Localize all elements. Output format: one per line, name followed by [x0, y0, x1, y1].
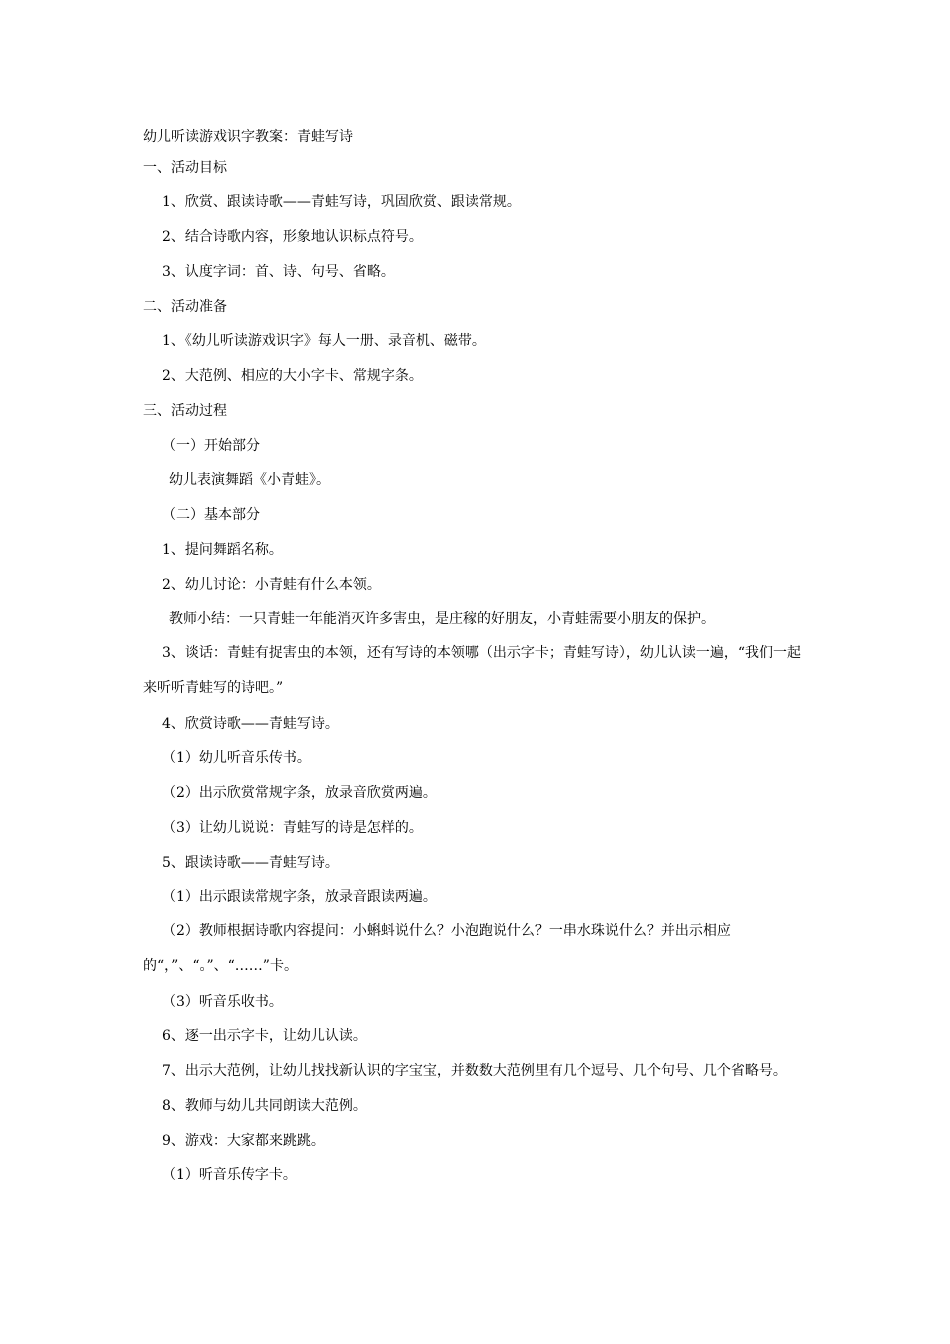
document-title: 幼儿听读游戏识字教案：青蛙写诗	[143, 129, 353, 145]
part-heading-start: （一）开始部分	[162, 438, 260, 454]
sub-step: （1）出示跟读常规字条，放录音跟读两遍。	[162, 889, 437, 905]
sub-step: （3）听音乐收书。	[162, 994, 283, 1010]
process-step-multiline: 3、谈话：青蛙有捉害虫的本领，还有写诗的本领哪（出示字卡；青蛙写诗），幼儿认读一遍，“我们一起来听听青蛙写的诗吧。”	[143, 645, 802, 696]
goal-item: 2、结合诗歌内容，形象地认识标点符号。	[162, 229, 423, 245]
section-heading-process: 三、活动过程	[143, 403, 227, 419]
sub-step-multiline: （2）教师根据诗歌内容提问：小蝌蚪说什么？小泡跑说什么？一串水珠说什么？并出示相应的“，”、“。”、“……”卡。	[143, 923, 731, 974]
part-text: 幼儿表演舞蹈《小青蛙》。	[169, 472, 330, 488]
process-step: 4、欣赏诗歌——青蛙写诗。	[162, 716, 339, 732]
teacher-summary: 教师小结：一只青蛙一年能消灭许多害虫，是庄稼的好朋友，小青蛙需要小朋友的保护。	[169, 611, 715, 627]
process-step: 7、出示大范例，让幼儿找找新认识的字宝宝，并数数大范例里有几个逗号、几个句号、几个省略号。	[162, 1063, 787, 1079]
process-step: 9、游戏：大家都来跳跳。	[162, 1133, 325, 1149]
preparation-item: 1、《幼儿听读游戏识字》每人一册、录音机、磁带。	[162, 333, 486, 349]
section-heading-preparation: 二、活动准备	[143, 299, 227, 315]
process-step: 2、幼儿讨论：小青蛙有什么本领。	[162, 577, 381, 593]
process-step: 5、跟读诗歌——青蛙写诗。	[162, 855, 339, 871]
goal-item: 1、欣赏、跟读诗歌——青蛙写诗，巩固欣赏、跟读常规。	[162, 194, 521, 210]
process-step: 6、逐一出示字卡，让幼儿认读。	[162, 1028, 367, 1044]
sub-step: （1）听音乐传字卡。	[162, 1167, 297, 1183]
sub-step: （1）幼儿听音乐传书。	[162, 750, 311, 766]
sub-step: （2）出示欣赏常规字条，放录音欣赏两遍。	[162, 785, 437, 801]
process-step: 1、提问舞蹈名称。	[162, 542, 283, 558]
sub-step: （3）让幼儿说说：青蛙写的诗是怎样的。	[162, 820, 423, 836]
section-heading-goals: 一、活动目标	[143, 160, 227, 176]
process-step: 8、教师与幼儿共同朗读大范例。	[162, 1098, 367, 1114]
part-heading-basic: （二）基本部分	[162, 507, 260, 523]
preparation-item: 2、大范例、相应的大小字卡、常规字条。	[162, 368, 423, 384]
goal-item: 3、认度字词：首、诗、句号、省略。	[162, 264, 395, 280]
